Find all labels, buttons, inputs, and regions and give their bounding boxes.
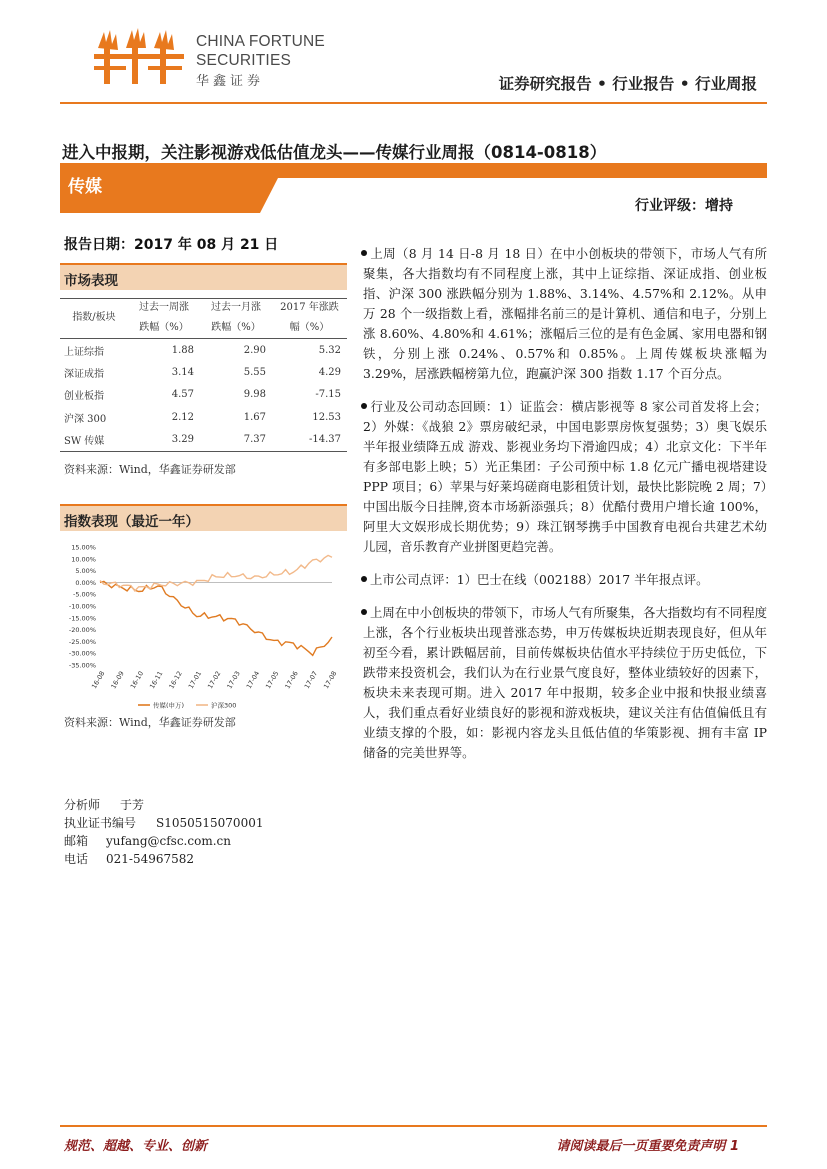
market-source: 资料来源：Wind，华鑫证券研发部 — [64, 463, 236, 476]
x-tick-label: 17-07 — [302, 669, 320, 691]
x-tick-label: 17-05 — [264, 669, 281, 691]
footer-slogan: 规范、超越、专业、创新 — [64, 1139, 208, 1154]
phone-number: 021-54967582 — [106, 852, 195, 866]
row-month: 9.98 — [243, 389, 266, 401]
bullet-icon — [361, 403, 367, 409]
col-header-month-unit: 跌幅（%） — [200, 318, 272, 339]
table-row — [60, 406, 347, 429]
row-ytd: -7.15 — [315, 389, 341, 401]
email-link[interactable]: yufang@cfsc.com.cn — [106, 834, 231, 848]
series-line-hs300 — [100, 555, 332, 591]
row-name: 沪深 300 — [64, 413, 107, 425]
table-row — [60, 384, 347, 407]
cert-label: 执业证书编号 — [64, 816, 137, 830]
paragraph-outlook: 上周在中小创板块的带领下，市场人气有所聚集，各大指数均有不同程度上涨，各个行业板块出现普涨态势，申万传媒板块近期表现良好，但从年初至今看，累计跌幅居前，目前传媒板块估值水平持续位于历史低位，下跌带来投资机会，我们认为在行业景气度良好，整体业绩较好的因素下，板块未来表现可期。进入 2017 年中报期，较多企业中报和快报业绩喜人，我们重点看好业绩良好的影视和游戏板块，建议关注有估值偏低且有业绩支撑的个股，如：影视内容龙头且低估值的华策影视、拥有丰富 IP 储备的完美世界等。 — [363, 605, 767, 760]
series-line-media — [100, 581, 332, 655]
footer-divider — [60, 1125, 767, 1127]
y-tick-label: 15.00% — [71, 543, 96, 552]
col-header-index: 指数/板块 — [60, 298, 128, 339]
x-tick-label: 17-01 — [186, 669, 204, 691]
row-name: 创业板指 — [64, 391, 104, 403]
row-month: 2.90 — [243, 344, 266, 356]
brand-name-cn: 华鑫证券 — [196, 74, 265, 89]
paragraph-market-review: 上周（8 月 14 日-8 月 18 日）在中小创板块的带领下，市场人气有所聚集，各大指数均有不同程度上涨，其中上证综指、深证成指、创业板指、沪深 300 涨跌幅分别为 1.88%、3.14%、4.57%和 2.12%。从申万 28 个一级指数上看，涨幅排名前三的是计算机、通信和电子，分别上涨 8.60%、4.80%和 4.61%；涨幅后三位的是有色金属、家用电器和钢铁，分别上涨 0.24%、0.57%和 0.85%。上周传媒板块涨幅为 3.29%，居涨跌幅榜第九位，跑赢沪深 300 指数 1.17 个百分点。 — [363, 246, 767, 381]
y-tick-label: -5.00% — [73, 590, 96, 599]
footer-notice: 请阅读最后一页重要免责声明 1 — [556, 1139, 739, 1154]
x-tick-label: 16-09 — [109, 669, 126, 691]
index-chart — [60, 538, 347, 713]
market-table — [60, 298, 347, 452]
row-name: 上证综指 — [64, 346, 104, 358]
row-week: 1.88 — [171, 344, 194, 356]
legend-label: 沪深300 — [211, 701, 237, 710]
x-tick-label: 16-12 — [167, 669, 184, 691]
col-header-month: 过去一月涨 — [211, 302, 261, 313]
x-tick-label: 17-04 — [244, 669, 262, 691]
analyst-name-label: 分析师 — [64, 798, 101, 812]
logo-flame-3 — [154, 30, 174, 50]
header-divider — [60, 102, 767, 104]
email-label: 邮箱 — [64, 834, 89, 848]
x-tick-label: 17-02 — [206, 669, 223, 691]
bullet-icon — [361, 576, 367, 582]
logo-flame-1 — [98, 30, 118, 50]
y-tick-label: -20.00% — [68, 626, 96, 635]
row-week: 4.57 — [171, 389, 194, 401]
row-month: 1.67 — [243, 411, 266, 423]
row-ytd: 5.32 — [318, 344, 341, 356]
legend-label: 传媒(申万) — [153, 701, 185, 710]
y-tick-label: 0.00% — [75, 578, 96, 587]
industry-rating: 行业评级：增持 — [635, 198, 733, 214]
market-section-header: 市场表现 — [60, 263, 347, 290]
paragraph-industry-news: 行业及公司动态回顾：1）证监会：横店影视等 8 家公司首发将上会；2）外媒：《战狼 2》票房破纪录，中国电影票房恢复强势；3）奥飞娱乐半年报业绩降五成 游戏、影视业务均下滑逾四成；4）北京文化：下半年有多部电影上映；5）光正集团：子公司预中标 1.8 亿元广播电视塔建设 PPP 项目；6）苹果与好莱坞磋商电影租赁计划，最快比影院晚 2 周；7）中国出版今日挂牌,资本市场新添强兵；8）优酷付费用户增长逾 100%，阿里大文娱形成长期优势；9）珠江钢琴携手中国教育电视台共建艺术幼儿园，音乐教育产业拼图更趋完善。 — [363, 399, 767, 554]
x-tick-label: 17-03 — [225, 669, 242, 691]
report-title: 进入中报期，关注影视游戏低估值龙头——传媒行业周报（0814-0818） — [62, 143, 607, 162]
index-section-header: 指数表现（最近一年） — [60, 504, 347, 531]
x-tick-label: 16-08 — [90, 669, 107, 691]
y-tick-label: -30.00% — [68, 649, 96, 658]
brand-name-en: CHINA FORTUNE SECURITIES — [196, 33, 325, 69]
paragraph-company-review: 上市公司点评：1）巴士在线（002188）2017 半年报点评。 — [363, 570, 767, 590]
col-header-ytd-unit: 幅（%） — [272, 318, 347, 339]
y-tick-label: -15.00% — [68, 614, 96, 623]
analyst-name: 于芳 — [120, 798, 145, 812]
bullet-icon — [361, 609, 367, 615]
table-row — [60, 339, 347, 362]
row-month: 5.55 — [243, 366, 266, 378]
table-row — [60, 361, 347, 384]
table-row — [60, 429, 347, 452]
x-tick-label: 16-10 — [128, 669, 146, 691]
analyst-info — [64, 796, 263, 868]
x-tick-label: 16-11 — [148, 669, 165, 691]
row-name: SW 传媒 — [60, 429, 128, 452]
y-tick-label: 10.00% — [71, 555, 96, 564]
report-date: 报告日期：2017 年 08 月 21 日 — [64, 237, 279, 253]
y-tick-label: 5.00% — [75, 567, 96, 576]
sector-name: 传媒 — [68, 177, 102, 197]
col-header-week-unit: 跌幅（%） — [128, 318, 200, 339]
body-text — [363, 244, 767, 776]
chart-source: 资料来源：Wind，华鑫证券研发部 — [64, 716, 236, 729]
row-name: 深证成指 — [64, 368, 104, 380]
y-tick-label: -10.00% — [68, 602, 96, 611]
row-ytd: 4.29 — [318, 366, 341, 378]
x-tick-label: 17-08 — [322, 669, 339, 691]
col-header-week: 过去一周涨 — [139, 302, 189, 313]
y-tick-label: -35.00% — [68, 661, 96, 670]
phone-label: 电话 — [64, 852, 89, 866]
y-tick-label: -25.00% — [68, 637, 96, 646]
logo-flame-2 — [126, 28, 146, 48]
x-tick-label: 17-06 — [283, 669, 300, 691]
company-logo — [92, 26, 188, 88]
row-week: 3.14 — [171, 366, 194, 378]
row-week: 2.12 — [171, 411, 194, 423]
row-week: 3.29 — [128, 429, 200, 452]
cert-number: S1050515070001 — [156, 816, 264, 830]
bullet-icon — [361, 250, 367, 256]
row-ytd: -14.37 — [272, 429, 347, 452]
report-category: 证券研究报告 • 行业报告 • 行业周报 — [498, 75, 757, 93]
row-ytd: 12.53 — [312, 411, 341, 423]
col-header-ytd: 2017 年涨跌 — [280, 302, 339, 313]
row-month: 7.37 — [200, 429, 272, 452]
